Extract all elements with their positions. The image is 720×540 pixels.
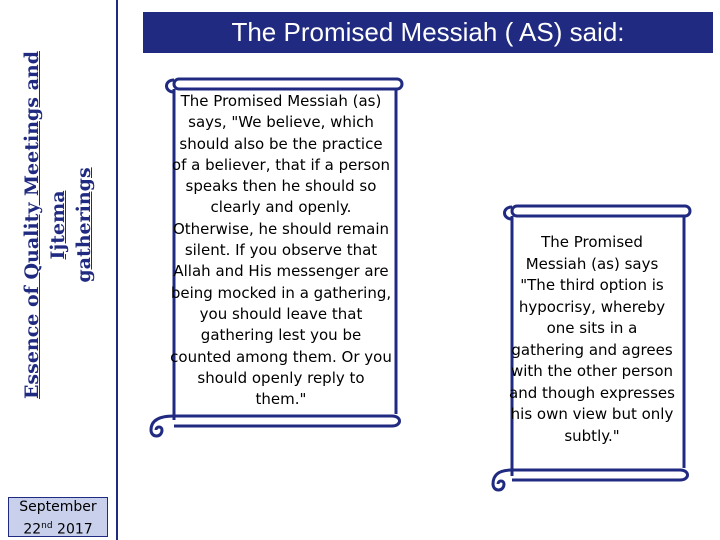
date-day-year — [9, 517, 107, 540]
sidebar — [0, 0, 118, 540]
scroll-right — [492, 200, 692, 492]
date-suffix: nd — [41, 521, 53, 531]
date-day: 22 — [23, 521, 42, 538]
date-month: September — [19, 499, 97, 515]
vertical-title-line-1: Essence of Quality Meetings and Ijtema — [21, 50, 69, 400]
scroll-left — [150, 78, 405, 438]
page-title: The Promised Messiah ( AS) said: — [143, 12, 713, 53]
date-box — [8, 497, 108, 537]
date-year: 2017 — [57, 521, 93, 538]
scroll-right-text: The Promised Messiah (as) says "The third option is hypocrisy, whereby one sits in a gathering and agrees with the other person and though expresses his own view but only subtly." — [509, 233, 675, 445]
vertical-title — [19, 35, 97, 415]
vertical-title-line-2: gatherings — [73, 167, 95, 283]
scroll-left-text: The Promised Messiah (as) says, "We believe, which should also be the practice of a believer, that if a person speaks then he should so clearly and openly. Otherwise, he should remain silent. If you observe that Allah and His messenger are being mocked in a gathering, you should leave that gathering lest you be counted among them. Or you should openly reply to them." — [170, 92, 392, 409]
